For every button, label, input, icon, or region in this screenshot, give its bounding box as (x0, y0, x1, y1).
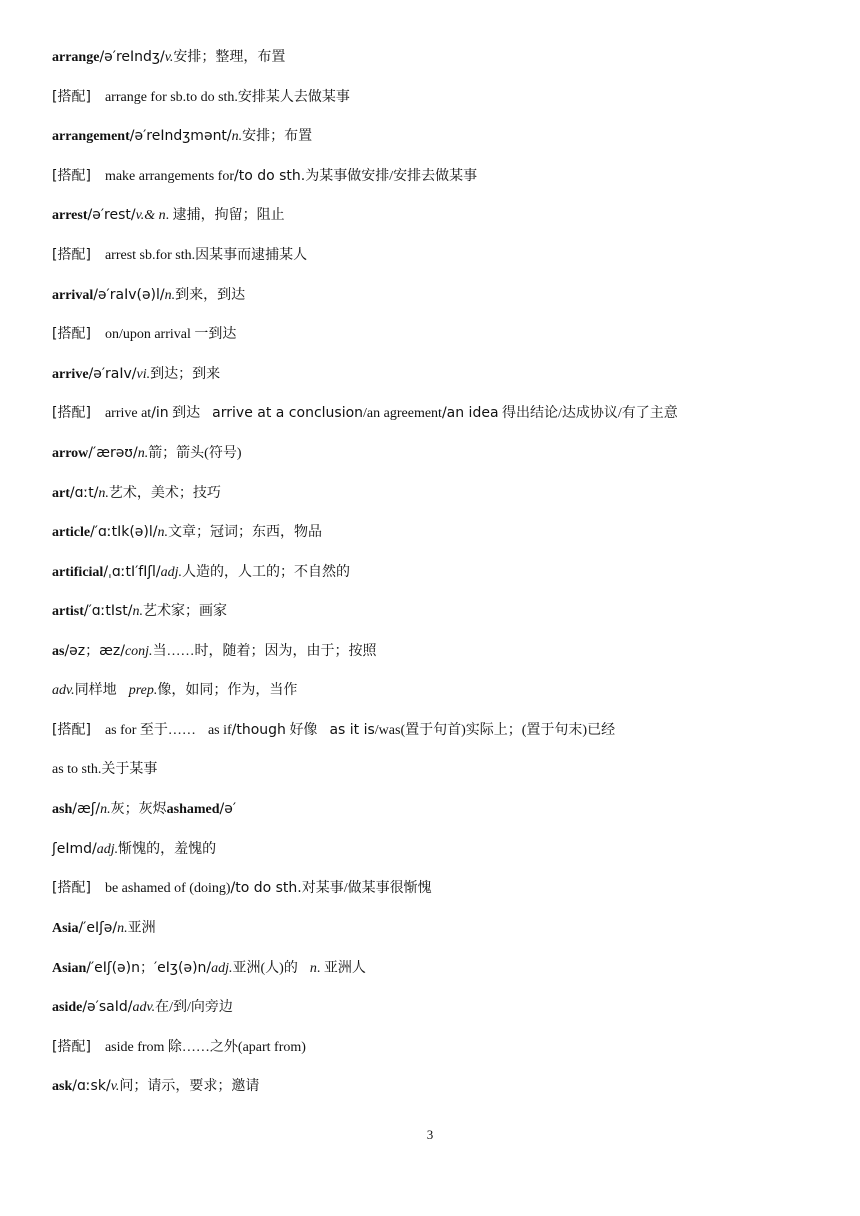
entry-text: /to do sth. (234, 167, 306, 184)
headword: arrange (52, 50, 100, 65)
entry-line (52, 80, 832, 120)
entry-text: 惭愧的，羞愧的 (118, 841, 217, 857)
entry-line (52, 555, 832, 595)
entry-text: 亚洲 (127, 921, 156, 937)
part-of-speech: adv. (132, 1000, 156, 1016)
headword: artist (52, 604, 84, 620)
entry-line (52, 674, 832, 714)
part-of-speech: v. (110, 1079, 120, 1095)
collocation-tag: [搭配] (52, 246, 91, 263)
headword: ashamed (166, 802, 220, 818)
phonetic: /ə′raIv/ (88, 365, 137, 382)
part-of-speech: adv. (52, 682, 75, 698)
entry-line (52, 871, 832, 911)
entry-line (52, 436, 832, 476)
entry-text: 在/到/向旁边 (155, 1000, 233, 1016)
collocation-tag: [搭配] (52, 88, 91, 105)
entry-text: arrest sb.for sth.因某事而逮捕某人 (104, 247, 308, 263)
collocation-tag: [搭配] (52, 880, 91, 897)
entry-text: 好像 (285, 723, 318, 739)
entry-line (52, 1069, 832, 1109)
entry-line (52, 792, 832, 832)
headword: article (52, 525, 91, 541)
collocation-tag: [搭配] (52, 405, 91, 422)
entry-text: 到达 (168, 406, 201, 422)
part-of-speech: prep. (128, 682, 158, 698)
entry-line (52, 515, 832, 555)
entry-text: 亚洲(人)的 (232, 960, 298, 976)
phonetic: /ə′reIndʒ/ (99, 49, 165, 65)
entry-text: 文章；冠词；东西，物品 (167, 525, 322, 541)
entry-line (52, 159, 832, 199)
entry-text: /was(置于句首)实际上；(置于句末)已经 (374, 723, 616, 739)
part-of-speech: conj. (124, 643, 153, 659)
entry-line (52, 396, 832, 436)
entry-text: on/upon arrival 一到达 (104, 327, 237, 343)
entry-text: 灰；灰烬 (110, 802, 167, 818)
part-of-speech: n. (231, 129, 243, 145)
entry-text: make arrangements for (104, 168, 234, 184)
headword: ask (52, 1079, 73, 1095)
part-of-speech: vi. (136, 366, 151, 382)
phonetic: ʃeImd/ (52, 840, 97, 857)
part-of-speech: v.& n (135, 208, 166, 224)
entry-line (52, 753, 832, 793)
phonetic: /ə′ (219, 801, 237, 818)
entry-text: arrive at (104, 406, 152, 422)
entry-line (52, 713, 832, 753)
entry-text: 对某事/做某事很惭愧 (301, 881, 432, 897)
entry-line (52, 317, 832, 357)
phonetic: /æʃ/ (72, 801, 101, 818)
entry-text: 像，如同；作为，当作 (157, 682, 298, 698)
part-of-speech: n. (100, 802, 111, 818)
phonetic: /′ɑːtIk(ə)l/ (90, 524, 158, 541)
entry-text: . 亚洲人 (316, 960, 366, 976)
part-of-speech: n. (117, 921, 128, 937)
collocation-tag: [搭配] (52, 722, 91, 739)
entry-text: /to do sth. (230, 880, 302, 897)
headword: ash (52, 802, 73, 818)
headword: arrive (52, 366, 89, 382)
entry-text: 到达；到来 (150, 366, 221, 382)
part-of-speech: n. (157, 525, 168, 541)
entry-line (52, 1030, 832, 1070)
headword: art (52, 485, 70, 501)
phonetic: /ə′reIndʒmənt/ (129, 128, 232, 145)
phonetic: /ɑːt/ (69, 484, 99, 501)
entry-text: as it is (329, 722, 375, 739)
entry-line (52, 238, 832, 278)
entry-text: 得出结论/达成协议/有了主意 (498, 406, 678, 422)
entry-line (52, 832, 832, 872)
collocation-tag: [搭配] (52, 1038, 91, 1055)
phonetic: /əz；æz/ (64, 642, 125, 659)
part-of-speech: adj. (160, 564, 183, 580)
phonetic: /ˌɑːtI′fIʃl/ (103, 563, 161, 580)
headword: artificial (52, 564, 104, 580)
part-of-speech: n. (137, 445, 149, 461)
entry-text: 安排；布置 (242, 129, 313, 145)
part-of-speech: n (309, 960, 317, 976)
entry-text: 问；请示，要求；邀请 (119, 1079, 260, 1095)
entry-line (52, 911, 832, 951)
entry-line (52, 594, 832, 634)
entry-text: arrange for sb.to do sth.安排某人去做某事 (104, 89, 350, 105)
headword: as (52, 643, 65, 659)
phonetic: /′ærəʊ/ (88, 444, 138, 461)
entry-text: /an idea (441, 405, 499, 422)
entry-text: . 逮捕，拘留；阻止 (165, 208, 285, 224)
headword: arrival (52, 287, 94, 303)
phonetic: /′eIʃ(ə)n；′eIʒ(ə)n/ (86, 959, 212, 976)
collocation-tag: [搭配] (52, 167, 91, 184)
entry-text: 人造的，人工的；不自然的 (182, 564, 351, 580)
phonetic: /′ɑːtIst/ (83, 603, 133, 620)
entry-text: 同样地 (74, 682, 117, 698)
entry-text: 到来，到达 (175, 287, 246, 303)
entry-text: 为某事做安排/安排去做某事 (305, 168, 478, 184)
dictionary-page (52, 40, 832, 1109)
entry-line (52, 40, 832, 80)
entry-text: 艺术家；画家 (143, 604, 228, 620)
entry-line (52, 357, 832, 397)
entry-line (52, 990, 832, 1030)
phonetic: /ɑːsk/ (72, 1078, 111, 1095)
headword: arrangement (52, 129, 130, 145)
entry-text: as if (207, 723, 232, 739)
entry-text: be ashamed of (doing) (104, 881, 231, 897)
phonetic: /ə′raIv(ə)l/ (93, 286, 165, 303)
entry-text: /in (151, 405, 169, 422)
entry-text: 安排；整理，布置 (173, 50, 286, 65)
entry-line (52, 951, 832, 991)
entry-line (52, 476, 832, 516)
entry-text: /an agreement (363, 406, 442, 422)
part-of-speech: n. (132, 604, 144, 620)
part-of-speech: adj. (211, 960, 233, 976)
entry-text: /though (231, 722, 286, 739)
collocation-tag: [搭配] (52, 326, 91, 343)
entry-line (52, 278, 832, 318)
phonetic: /ə′saId/ (82, 999, 133, 1016)
headword: Asian (52, 960, 87, 976)
entry-text: aside from 除……之外(apart from) (104, 1039, 306, 1055)
entry-text: as to sth.关于某事 (52, 761, 158, 777)
part-of-speech: adj. (96, 841, 119, 857)
entry-line (52, 198, 832, 238)
headword: arrest (52, 208, 88, 224)
part-of-speech: n. (98, 485, 109, 501)
headword: Asia (52, 921, 79, 937)
phonetic: /ə′rest/ (87, 207, 136, 224)
part-of-speech: n. (164, 287, 176, 303)
headword: arrow (52, 445, 89, 461)
phonetic: /′eIʃə/ (78, 920, 118, 937)
entry-text: 当……时，随着；因为，由于；按照 (152, 643, 377, 659)
entry-line (52, 634, 832, 674)
entry-text: as for 至于…… (104, 723, 196, 739)
entry-text: arrive at a conclusion (212, 405, 364, 422)
page-number: 3 (426, 1127, 434, 1142)
part-of-speech: v. (164, 50, 174, 65)
headword: aside (52, 1000, 83, 1016)
entry-line (52, 119, 832, 159)
entry-text: 艺术，美术；技巧 (108, 485, 221, 501)
entry-text: 箭；箭头(符号) (148, 445, 242, 461)
